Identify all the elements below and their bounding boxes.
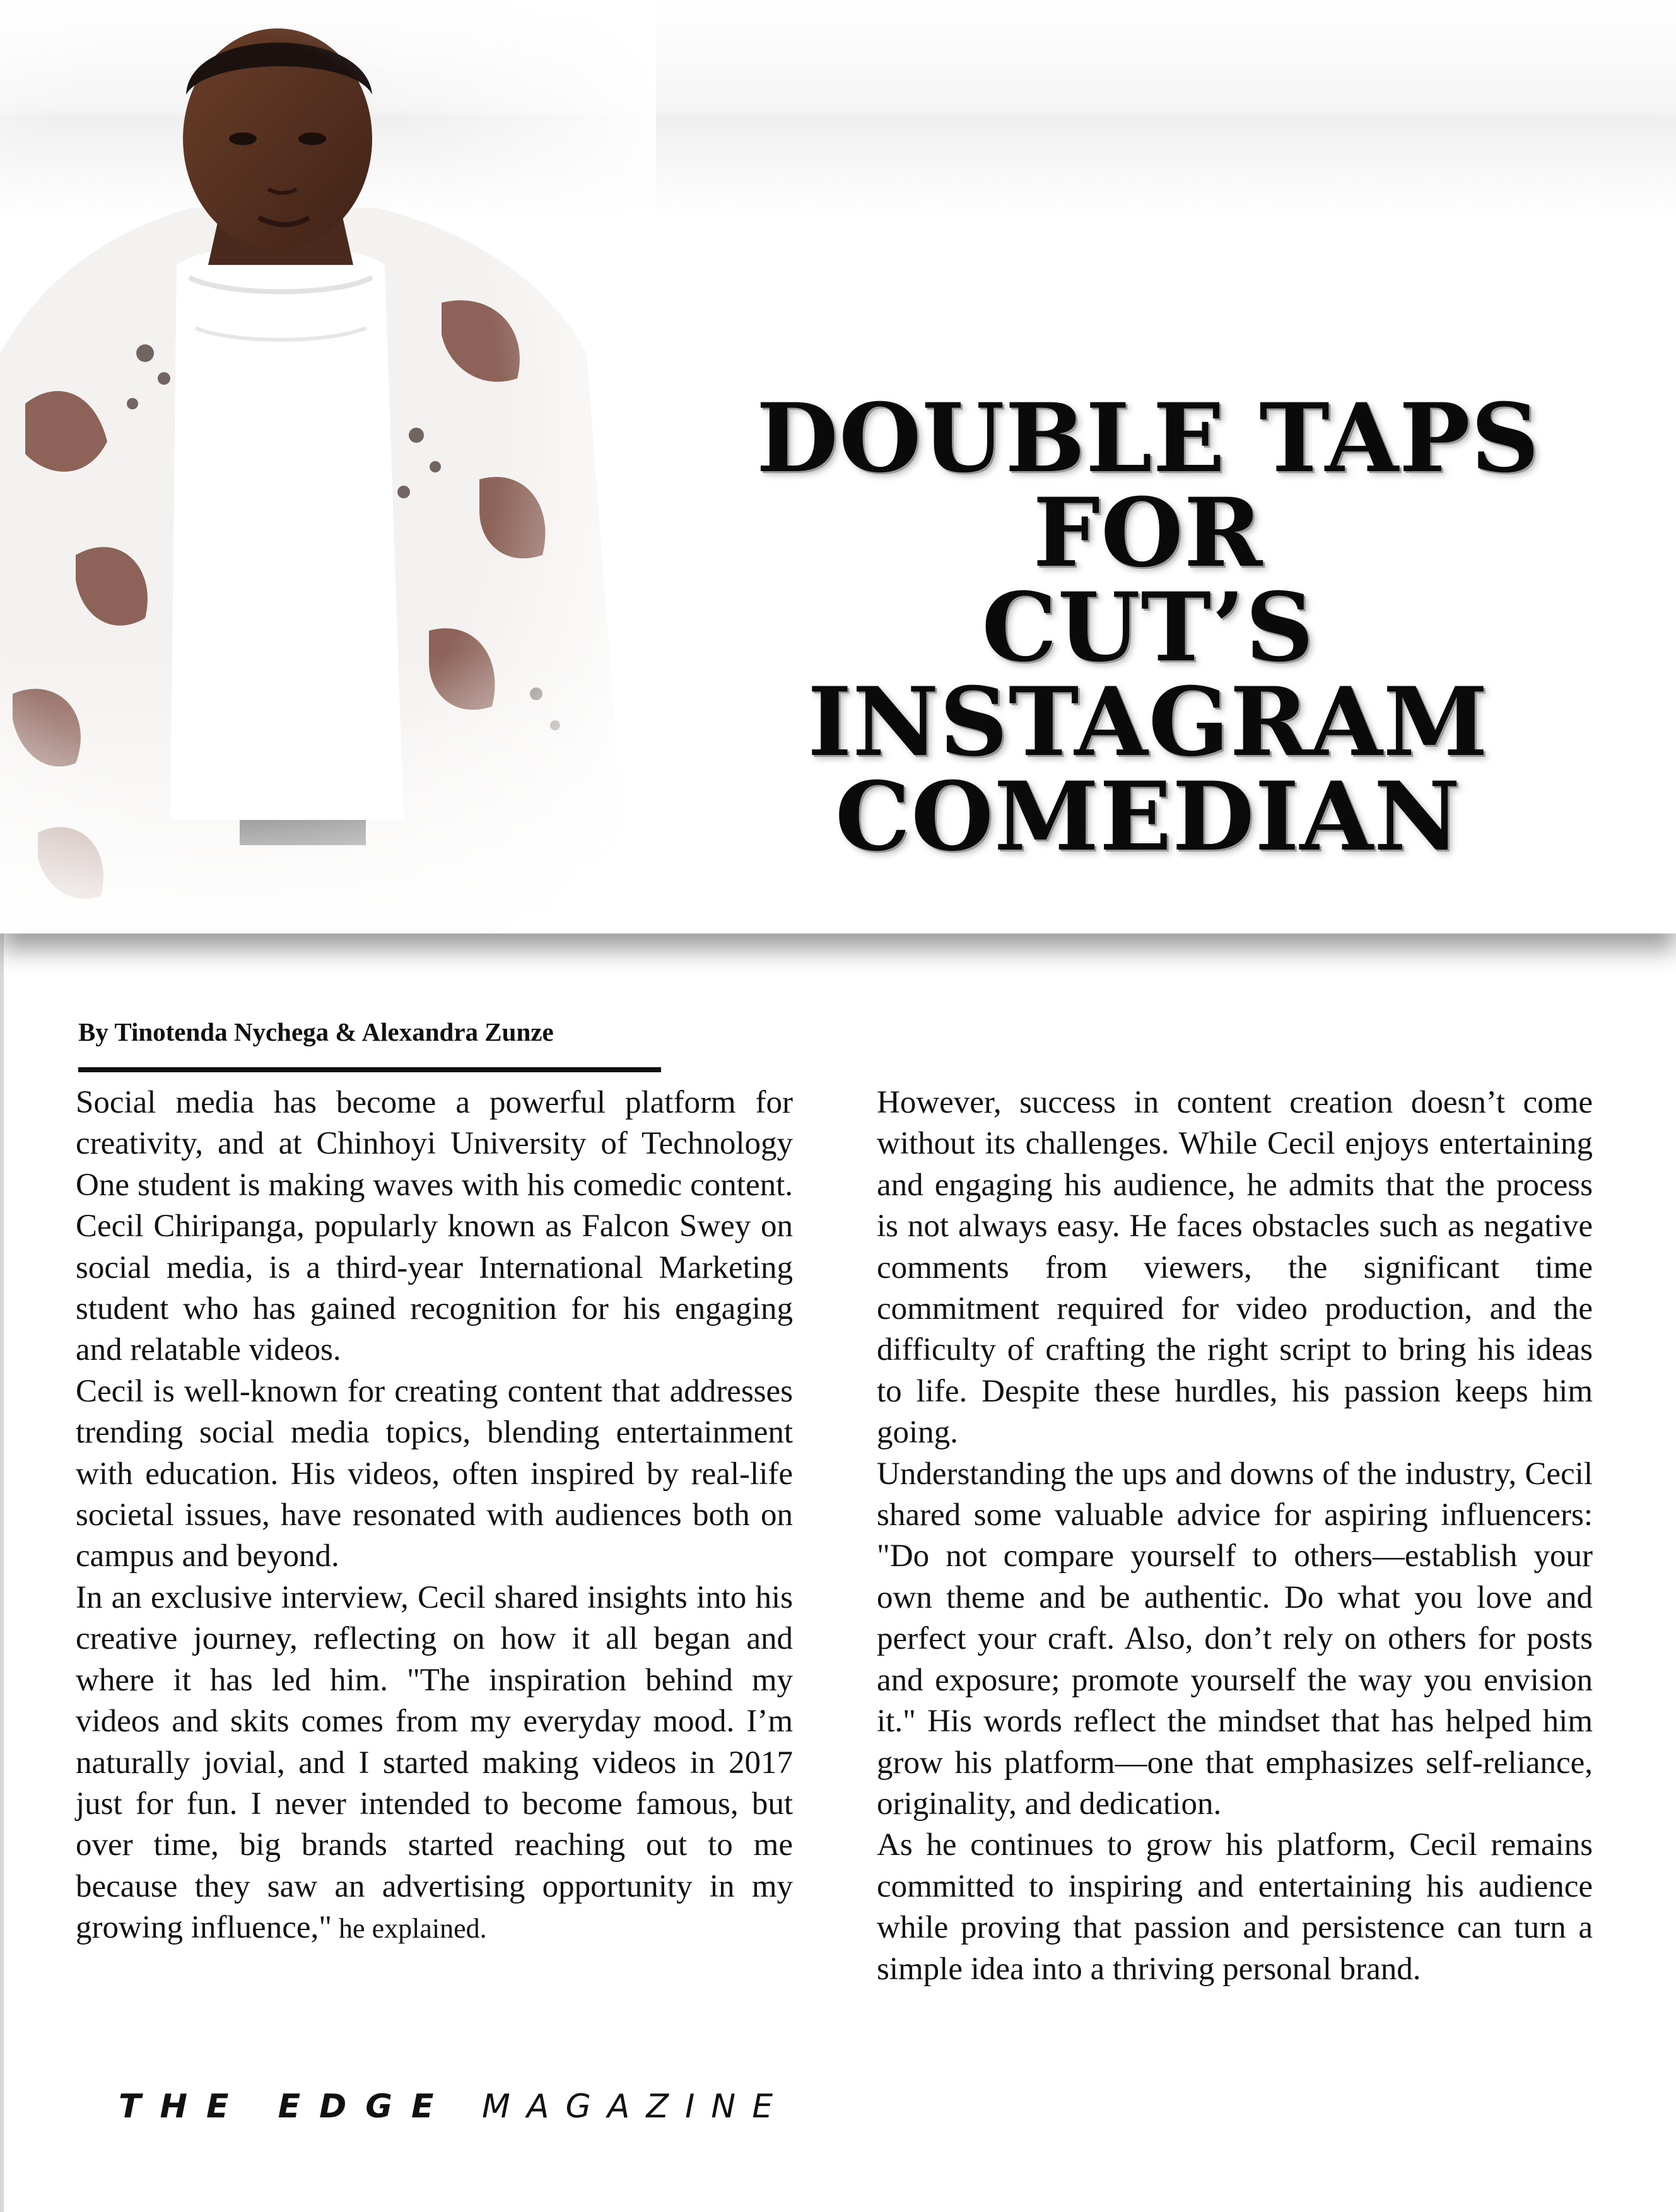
footer-brand-light: MAGAZINE	[482, 2088, 790, 2126]
byline-rule	[78, 1067, 661, 1072]
paragraph-text: In an exclusive interview, Cecil shared insights into his creative journey, reflecting on how it all began and where it has led him. "The inspiration behind my videos and skits comes from my everyday mood. I’m naturally jovial, and I started making videos in 2017 just for fun. I never intended to become famous, but over time, big brands started reaching out to me because they saw an advertising opportunity in my growing influence,"	[76, 1579, 793, 1946]
paragraph: However, success in content creation doesn’t come without its challenges. While Cecil enjoys entertaining and engaging his audience, he admits that the process is not always easy. He faces obstacles such as negative comments from viewers, the significant time commitment required for video production, and the difficulty of crafting the right script to bring his ideas to life. Despite these hurdles, his passion keeps him going.	[877, 1085, 1593, 1451]
paragraph-tail: he explained.	[332, 1913, 487, 1945]
paragraph: Cecil is well-known for creating content that addresses trending social media topics, blending entertainment with education. His videos, often inspired by real-life societal issues, have resonated with audiences both on campus and beyond.	[76, 1373, 793, 1574]
footer-brand-bold: THE EDGE	[119, 2088, 453, 2126]
article-title	[631, 383, 1665, 872]
magazine-footer	[119, 2088, 789, 2126]
paragraph: As he continues to grow his platform, Cecil remains committed to inspiring and entertaining his audience while proving that passion and persistence can turn a simple idea into a thriving personal brand.	[877, 1827, 1593, 1987]
right-column	[877, 1082, 1593, 1990]
title-line-1: DOUBLE TAPS FOR	[756, 383, 1540, 588]
paragraph: Understanding the ups and downs of the industry, Cecil shared some valuable advice for aspiring influencers: "Do not compare yourself to others—establish your own theme and be authentic. Do what you love and perfect your craft. Also, don’t rely on others for posts and exposure; promote yourself the way you envision it." His words reflect the mindset that has helped him grow his platform—one that emphasizes self-reliance, originality, and dedication.	[877, 1456, 1593, 1822]
left-column	[76, 1082, 793, 1950]
paragraph	[76, 1577, 793, 1950]
byline: By Tinotenda Nychega & Alexandra Zunze	[78, 1017, 554, 1046]
portrait-photo	[0, 0, 656, 933]
paragraph: Social media has become a powerful platform for creativity, and at Chinhoyi University of Technology One student is making waves with his comedic content. Cecil Chiripanga, popularly known as Falcon Swey on social media, is a third-year International Marketing student who has gained recognition for his engaging and relatable videos.	[76, 1085, 793, 1368]
title-line-3: COMEDIAN	[835, 761, 1462, 872]
title-line-2: CUT’S INSTAGRAM	[807, 572, 1489, 778]
